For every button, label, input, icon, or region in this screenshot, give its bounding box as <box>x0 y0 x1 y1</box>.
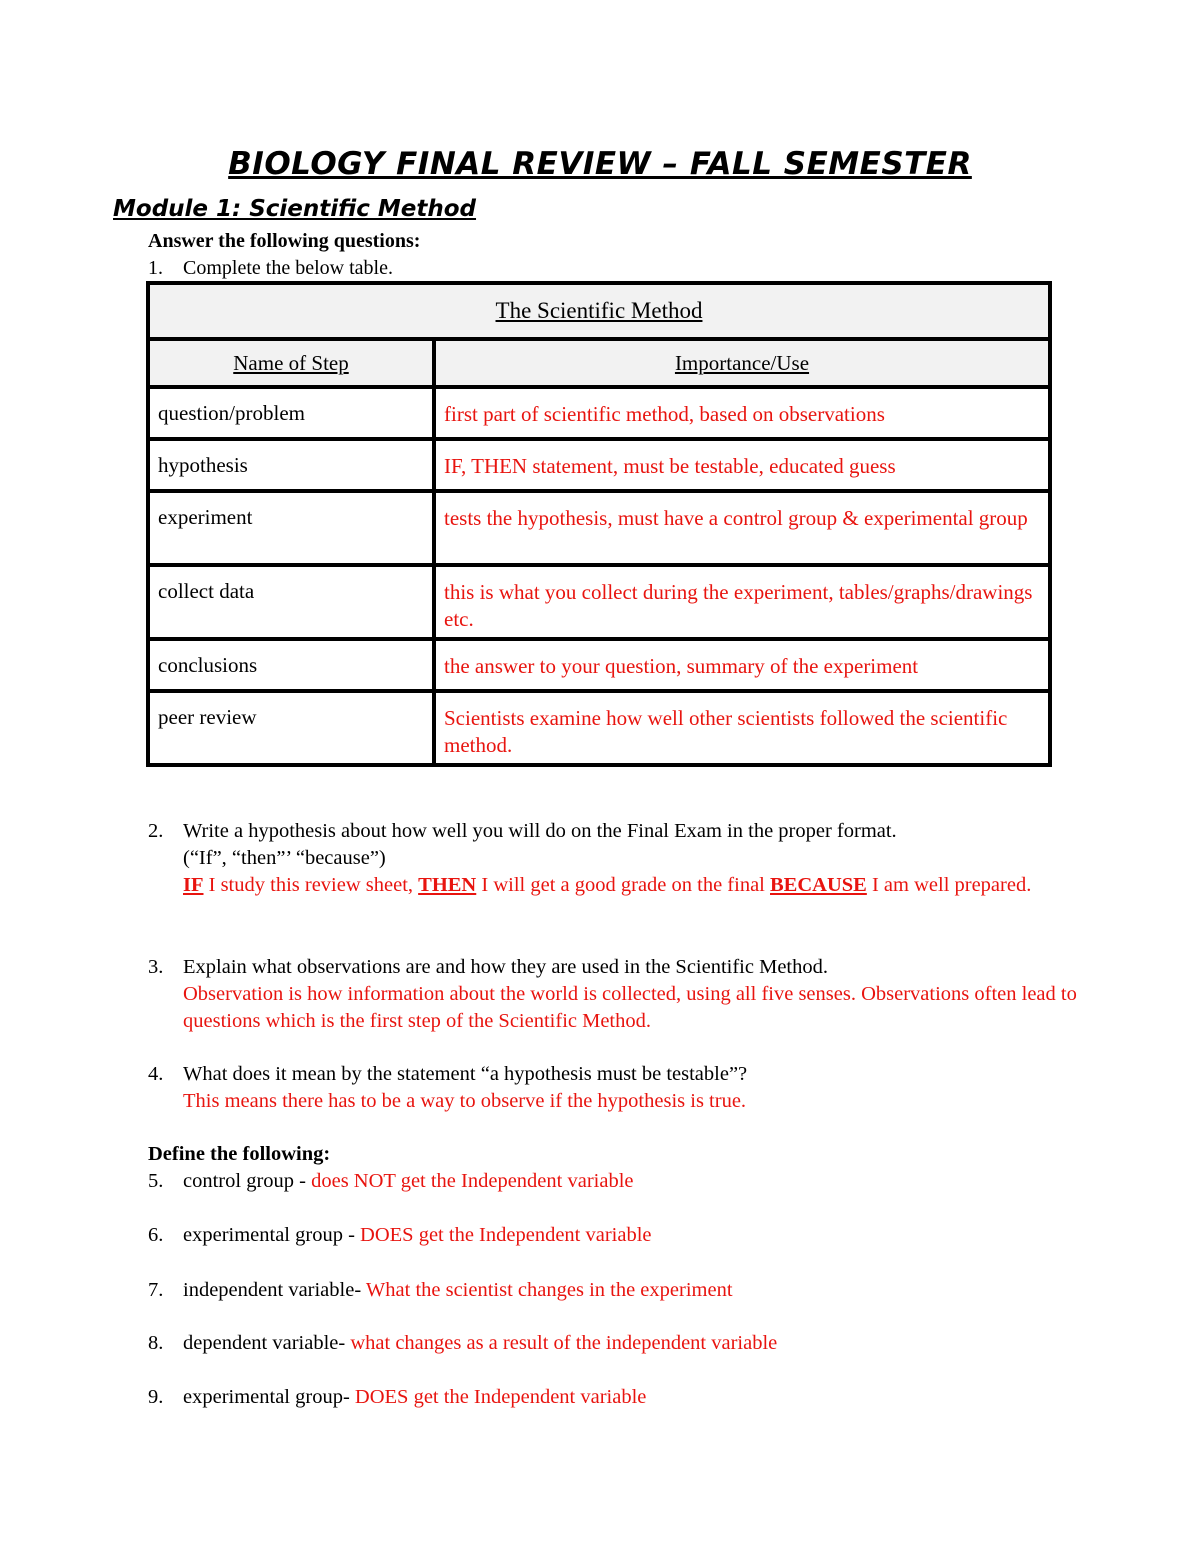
definition-answer: DOES get the Independent variable <box>360 1224 652 1246</box>
answer-text: Observation is how information about the world is collected, using all five senses. Observations often lead to questions which is the first step of the Scientific Method. <box>183 983 1077 1032</box>
answer-if: IF <box>183 874 204 896</box>
answer-then: THEN <box>418 874 477 896</box>
question-number: 7. <box>148 1279 164 1301</box>
question-number: 6. <box>148 1224 164 1246</box>
question-text: What does it mean by the statement “a hypothesis must be testable”? <box>183 1063 748 1085</box>
answer-heading: Answer the following questions: <box>148 230 421 252</box>
question-number: 8. <box>148 1332 164 1354</box>
table-row <box>148 439 1050 491</box>
answer-because: BECAUSE <box>770 874 867 896</box>
step-name: question/problem <box>148 387 434 439</box>
definition-item <box>148 1332 777 1355</box>
table-row <box>148 565 1050 639</box>
step-use: this is what you collect during the experiment, tables/graphs/drawings etc. <box>434 565 1050 639</box>
definition-answer: What the scientist changes in the experiment <box>365 1279 733 1301</box>
step-name: hypothesis <box>148 439 434 491</box>
question-4 <box>148 1061 1068 1115</box>
table-row <box>148 691 1050 765</box>
answer-text: This means there has to be a way to observe if the hypothesis is true. <box>183 1090 747 1112</box>
question-text: Write a hypothesis about how well you will do on the Final Exam in the proper format. <box>183 820 897 842</box>
table-row <box>148 639 1050 691</box>
question-text: Complete the below table. <box>183 257 393 279</box>
question-number: 1. <box>148 257 163 279</box>
question-number: 4. <box>148 1063 164 1085</box>
question-1 <box>148 257 393 280</box>
table-row <box>148 491 1050 565</box>
step-use: first part of scientific method, based on observations <box>434 387 1050 439</box>
definition-item <box>148 1170 634 1193</box>
step-use: IF, THEN statement, must be testable, educated guess <box>434 439 1050 491</box>
question-3 <box>148 954 1098 1035</box>
answer-part: I will get a good grade on the final <box>476 874 770 896</box>
definition-term: control group - <box>183 1170 312 1192</box>
definition-term: dependent variable- <box>183 1332 351 1354</box>
step-use: Scientists examine how well other scientists followed the scientific method. <box>434 691 1050 765</box>
scientific-method-table <box>146 281 1052 767</box>
question-text: Explain what observations are and how they are used in the Scientific Method. <box>183 956 828 978</box>
definition-answer: what changes as a result of the independent variable <box>350 1332 778 1354</box>
definition-item <box>148 1224 652 1247</box>
definition-term: independent variable- <box>183 1279 366 1301</box>
answer-part: I am well prepared. <box>866 874 1032 896</box>
answer-part: I study this review sheet, <box>203 874 419 896</box>
step-name: experiment <box>148 491 434 565</box>
definition-answer: does NOT get the Independent variable <box>311 1170 634 1192</box>
step-name: peer review <box>148 691 434 765</box>
question-number: 2. <box>148 820 164 842</box>
answer-text <box>148 872 1068 899</box>
table-title: The Scientific Method <box>148 283 1050 339</box>
definition-item <box>148 1279 733 1302</box>
definition-term: experimental group- <box>183 1386 355 1408</box>
step-name: conclusions <box>148 639 434 691</box>
step-use: the answer to your question, summary of the experiment <box>434 639 1050 691</box>
column-header-use: Importance/Use <box>434 339 1050 387</box>
module-heading: Module 1: Scientific Method <box>113 196 477 222</box>
table-row <box>148 387 1050 439</box>
page-title: BIOLOGY FINAL REVIEW – FALL SEMESTER <box>228 146 972 182</box>
question-number: 3. <box>148 956 164 978</box>
define-heading: Define the following: <box>148 1143 331 1165</box>
question-number: 9. <box>148 1386 164 1408</box>
definition-item <box>148 1386 646 1409</box>
step-name: collect data <box>148 565 434 639</box>
question-format: (“If”, “then”’ “because”) <box>183 847 386 869</box>
definition-answer: DOES get the Independent variable <box>354 1386 647 1408</box>
question-number: 5. <box>148 1170 164 1192</box>
step-use: tests the hypothesis, must have a control group & experimental group <box>434 491 1050 565</box>
column-header-step: Name of Step <box>148 339 434 387</box>
question-2 <box>148 818 1068 899</box>
definition-term: experimental group - <box>183 1224 361 1246</box>
